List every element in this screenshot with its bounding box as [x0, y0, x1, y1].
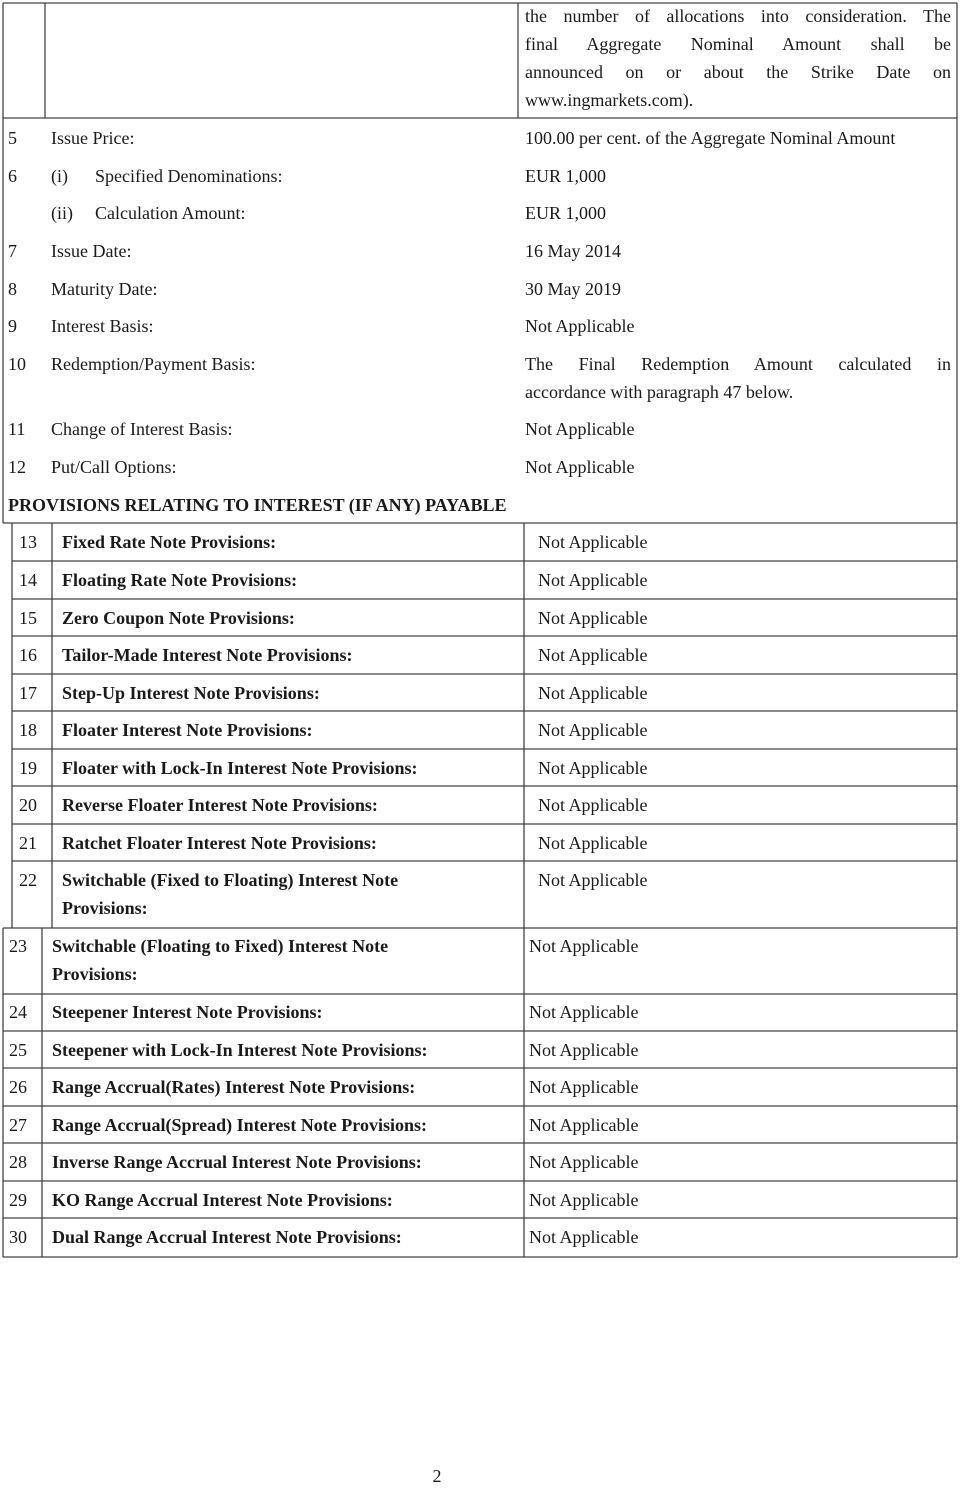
row-number: 10: [8, 354, 26, 374]
row-number: 21: [19, 833, 37, 853]
row-value: Not Applicable: [538, 532, 648, 552]
row-value: Not Applicable: [529, 1152, 639, 1172]
row-label: Dual Range Accrual Interest Note Provisions:: [52, 1227, 402, 1247]
row-label: Zero Coupon Note Provisions:: [62, 608, 295, 628]
row-label: Switchable (Fixed to Floating) Interest Note Provisions:: [62, 870, 399, 918]
row-value: 30 May 2019: [525, 279, 621, 299]
row-number: 9: [8, 316, 17, 336]
row-value: Not Applicable: [538, 720, 648, 740]
row-number: 15: [19, 608, 37, 628]
row-label: Ratchet Floater Interest Note Provisions:: [62, 833, 377, 853]
row-label: Change of Interest Basis:: [51, 419, 233, 439]
row-sub-index: (ii): [51, 203, 73, 223]
row-value: Not Applicable: [525, 316, 635, 336]
row-value: Not Applicable: [529, 1227, 639, 1247]
row-label: Steepener with Lock-In Interest Note Provisions:: [52, 1040, 428, 1060]
row-value: Not Applicable: [529, 1190, 639, 1210]
row-number: 7: [8, 241, 17, 261]
row-value: EUR 1,000: [525, 166, 606, 186]
row-number: 5: [8, 128, 17, 148]
row-label: Floating Rate Note Provisions:: [62, 570, 298, 590]
row-number: 27: [9, 1115, 27, 1135]
row-value: Not Applicable: [529, 1115, 639, 1135]
row-label: Maturity Date:: [51, 279, 158, 299]
row-label: Step-Up Interest Note Provisions:: [62, 683, 320, 703]
row-label: Reverse Floater Interest Note Provisions:: [62, 795, 378, 815]
row-value: Not Applicable: [538, 795, 648, 815]
row-label: Put/Call Options:: [51, 457, 177, 477]
row-number: 24: [9, 1002, 27, 1022]
continuation-line-1: the number of allocations into consideration. The: [525, 6, 951, 26]
row-number: 20: [19, 795, 37, 815]
row-value: Not Applicable: [525, 419, 635, 439]
row-value: Not Applicable: [529, 1002, 639, 1022]
row-label: Switchable (Floating to Fixed) Interest Note Provisions:: [52, 936, 389, 984]
row-value: Not Applicable: [538, 683, 648, 703]
row-number: 29: [9, 1190, 27, 1210]
row-value: Not Applicable: [529, 936, 639, 956]
row-value: Not Applicable: [538, 758, 648, 778]
row-number: 22: [19, 870, 37, 890]
row-label: Range Accrual(Rates) Interest Note Provisions:: [52, 1077, 416, 1097]
row-value: Not Applicable: [538, 570, 648, 590]
row-number: 26: [9, 1077, 27, 1097]
row-value-line-2: accordance with paragraph 47 below.: [525, 382, 794, 402]
row-label: Fixed Rate Note Provisions:: [62, 532, 277, 552]
row-label: Range Accrual(Spread) Interest Note Provisions:: [52, 1115, 427, 1135]
row-number: 12: [8, 457, 26, 477]
row-sub-index: (i): [51, 166, 68, 186]
row-number: 23: [9, 936, 27, 956]
continuation-line-4: www.ingmarkets.com).: [525, 90, 694, 110]
row-number: 13: [19, 532, 37, 552]
row-value: Not Applicable: [538, 608, 648, 628]
row-label: Floater with Lock-In Interest Note Provisions:: [62, 758, 418, 778]
row-label: Floater Interest Note Provisions:: [62, 720, 313, 740]
row-label: Redemption/Payment Basis:: [51, 354, 256, 374]
row-value: Not Applicable: [538, 870, 648, 890]
row-value: Not Applicable: [525, 457, 635, 477]
row-number: 17: [19, 683, 37, 703]
row-value: Not Applicable: [538, 833, 648, 853]
row-label: Tailor-Made Interest Note Provisions:: [62, 645, 353, 665]
row-number: 30: [9, 1227, 27, 1247]
row-number: 16: [19, 645, 37, 665]
row-number: 6: [8, 166, 17, 186]
row-value-line-1: The Final Redemption Amount calculated in: [525, 354, 951, 374]
row-label: Issue Date:: [51, 241, 132, 261]
row-value: EUR 1,000: [525, 203, 606, 223]
section-heading: PROVISIONS RELATING TO INTEREST (IF ANY) PAYABLE: [8, 495, 507, 515]
row-label: Calculation Amount:: [95, 203, 246, 223]
row-label: KO Range Accrual Interest Note Provisions:: [52, 1190, 393, 1210]
page-number: 2: [432, 1466, 442, 1486]
row-value: Not Applicable: [529, 1077, 639, 1097]
row-value: 16 May 2014: [525, 241, 621, 261]
row-number: 8: [8, 279, 17, 299]
row-label: Inverse Range Accrual Interest Note Provisions:: [52, 1152, 422, 1172]
row-number: 25: [9, 1040, 27, 1060]
row-label: Specified Denominations:: [95, 166, 283, 186]
row-label: Interest Basis:: [51, 316, 154, 336]
continuation-line-3: announced on or about the Strike Date on: [525, 62, 951, 82]
row-number: 11: [8, 419, 26, 439]
row-label: Steepener Interest Note Provisions:: [52, 1002, 323, 1022]
continuation-line-2: final Aggregate Nominal Amount shall be: [525, 34, 951, 54]
row-value: 100.00 per cent. of the Aggregate Nominal Amount: [525, 128, 896, 148]
row-number: 19: [19, 758, 37, 778]
row-label: Issue Price:: [51, 128, 135, 148]
row-number: 18: [19, 720, 37, 740]
row-value: Not Applicable: [538, 645, 648, 665]
row-number: 14: [19, 570, 37, 590]
row-number: 28: [9, 1152, 27, 1172]
row-value: Not Applicable: [529, 1040, 639, 1060]
